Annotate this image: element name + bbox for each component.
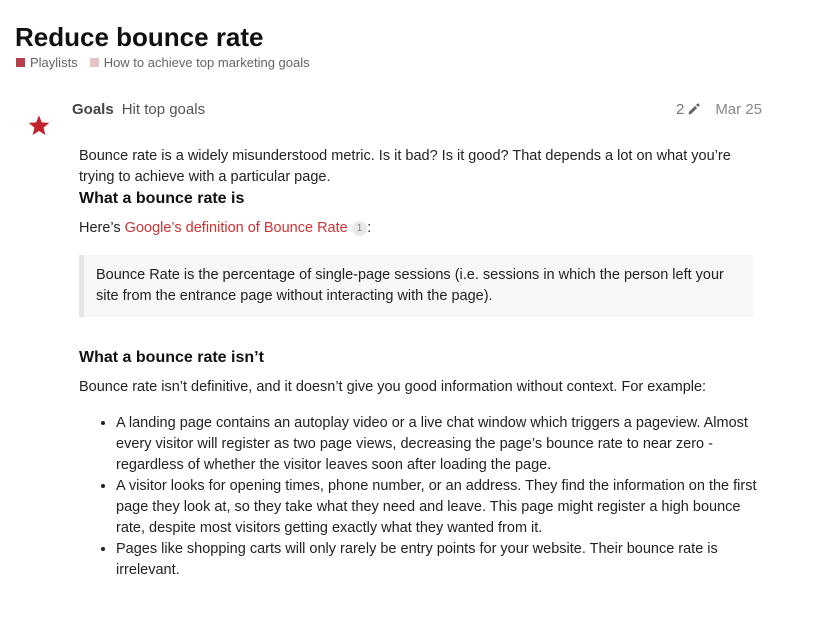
category-color-badge	[90, 58, 99, 67]
star-icon	[26, 113, 52, 139]
link-click-count: 1	[352, 221, 368, 236]
list-item: • A landing page contains an autoplay video or a live chat window which triggers a pageview. Almost every visitor will register as two page views, decreasing the page’s bounce rate to near zero - regardless of whether the visitor leaves soon after loading the page.	[116, 413, 759, 476]
category-color-badge	[16, 58, 25, 67]
category-link-playlists[interactable]	[16, 55, 78, 70]
post-info	[676, 101, 762, 118]
avatar[interactable]	[26, 113, 52, 139]
author-name[interactable]: Goals	[72, 100, 114, 118]
author-title: Hit top goals	[121, 100, 206, 118]
examples-list	[79, 413, 759, 581]
edit-count: 2	[675, 100, 685, 118]
edit-history-button[interactable]	[676, 101, 701, 118]
post-content	[79, 146, 759, 581]
category-link-marketing-goals[interactable]	[90, 55, 310, 70]
post-date[interactable]: Mar 25	[715, 100, 762, 118]
list-item: • A visitor looks for opening times, phone number, or an address. They find the information on the first page they look at, so they take what they need and leave. This page might register a high bounce rate, despite most visitors getting exactly what they wanted from it.	[116, 476, 759, 539]
category-label: Playlists	[30, 55, 78, 70]
section-heading-what-isnt: What a bounce rate isn’t	[79, 349, 264, 366]
section-heading-what-is: What a bounce rate is	[79, 190, 245, 207]
examples-intro: Bounce rate isn’t definitive, and it doesn’t give you good information without context. For example:	[79, 379, 707, 395]
breadcrumb	[16, 55, 322, 70]
pencil-icon	[687, 102, 701, 116]
post-meta	[72, 99, 762, 119]
list-item: • Pages like shopping carts will only rarely be entry points for your website. Their bounce rate is irrelevant.	[116, 539, 759, 581]
definition-suffix: :	[367, 220, 372, 236]
topic-title: Reduce bounce rate	[15, 22, 264, 52]
definition-line	[79, 218, 759, 239]
category-label: How to achieve top marketing goals	[103, 55, 310, 70]
definition-prefix: Here’s	[79, 220, 125, 236]
intro-paragraph: Bounce rate is a widely misunderstood metric. Is it bad? Is it good? That depends a lot on what you’re trying to achieve with a particular page.	[79, 148, 731, 185]
google-definition-link[interactable]: Google’s definition of Bounce Rate	[124, 220, 348, 236]
definition-quote: Bounce Rate is the percentage of single-page sessions (i.e. sessions in which the person left your site from the entrance page without interacting with the page).	[79, 255, 753, 317]
